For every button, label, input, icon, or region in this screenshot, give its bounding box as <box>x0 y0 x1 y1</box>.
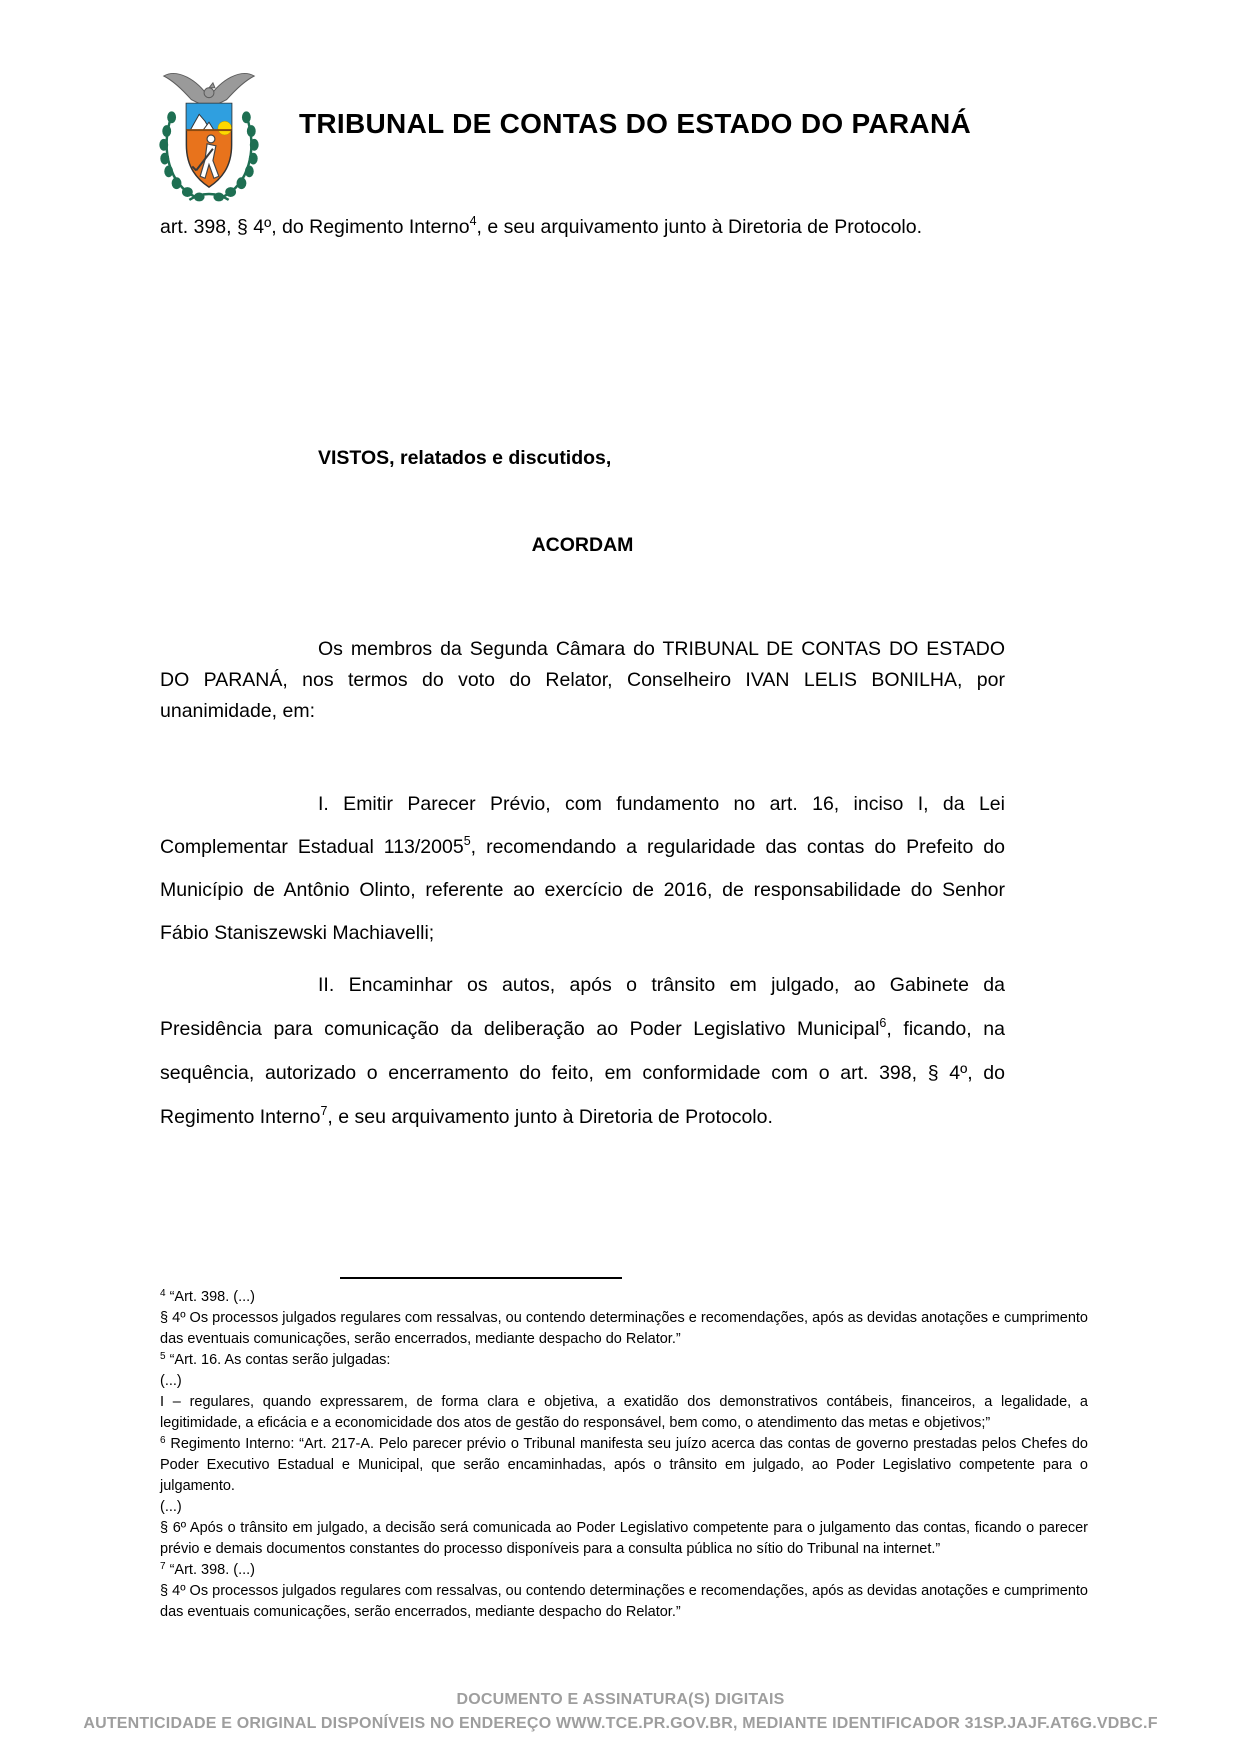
footnote-reference: 4 <box>469 214 477 228</box>
document-footer <box>0 1688 1241 1736</box>
footnotes-section <box>160 1287 1088 1623</box>
footnote-separator <box>340 1277 622 1279</box>
footnote-line: § 6º Após o trânsito em julgado, a decisão será comunicada ao Poder Legislativo competente para o julgamento das contas, ficando o parecer prévio e demais documentos constantes do processo disponíveis para a consulta pública no sítio do Tribunal na internet.” <box>160 1520 1088 1557</box>
footnote-line: $^4$ “Art. 398. (...) <box>160 1288 256 1305</box>
footnote-number: 5 <box>160 1351 166 1362</box>
footnote-line: $^7$ “Art. 398. (...) <box>160 1561 256 1578</box>
decision-item-2: II. Encaminhar os autos, após o trânsito em julgado, ao Gabinete da Presidência para comunicação da deliberação ao Poder Legislativo Municipal$^6$, ficando, na sequência, autorizado o encerramento do feito, em conformidade com o art. 398, § 4º, do Regimento Interno$^7$, e seu arquivamento junto à Diretoria de Protocolo. <box>160 974 1005 1128</box>
footer-line-1: DOCUMENTO E ASSINATURA(S) DIGITAIS <box>456 1691 785 1708</box>
members-paragraph: Os membros da Segunda Câmara do TRIBUNAL DE CONTAS DO ESTADO DO PARANÁ, nos termos do voto do Relator, Conselheiro IVAN LELIS BONILHA, por unanimidade, em: <box>160 638 1005 722</box>
footnote-reference: 5 <box>463 834 471 848</box>
footnote-line: $^6$ Regimento Interno: “Art. 217-A. Pelo parecer prévio o Tribunal manifesta seu juízo acerca das contas de governo prestadas pelos Chefes do Poder Executivo Estadual e Municipal, que serão encaminhadas, após o trânsito em julgado, ao Poder Legislativo competente para o julgamento. <box>160 1435 1089 1494</box>
footnote-line: (...) <box>160 1499 182 1515</box>
decision-item-1: I. Emitir Parecer Prévio, com fundamento no art. 16, inciso I, da Lei Complementar Estadual 113/2005$^5$, recomendando a regularidade das contas do Prefeito do Município de Antônio Olinto, referente ao exercício de 2016, de responsabilidade do Senhor Fábio Staniszewski Machiavelli; <box>160 793 1005 944</box>
footnote-reference: 6 <box>879 1016 887 1030</box>
acordam-heading: ACORDAM <box>531 534 634 556</box>
page-title: TRIBUNAL DE CONTAS DO ESTADO DO PARANÁ <box>299 108 971 139</box>
parana-coat-of-arms-icon <box>150 66 268 204</box>
footnote-reference: 7 <box>320 1104 328 1118</box>
vistos-heading: VISTOS, relatados e discutidos, <box>318 447 612 469</box>
footnote-number: 6 <box>160 1435 166 1446</box>
continuation-paragraph: art. 398, § 4º, do Regimento Interno$^4$, e seu arquivamento junto à Diretoria de Protocolo. <box>160 214 923 238</box>
footnote-number: 7 <box>160 1561 166 1572</box>
footnote-line: $^5$ “Art. 16. As contas serão julgadas: <box>160 1351 391 1368</box>
footnote-line: (...) <box>160 1373 182 1389</box>
footnote-line: § 4º Os processos julgados regulares com ressalvas, ou contendo determinações e recomendações, após as devidas anotações e cumprimento das eventuais comunicações, serão encerrados, mediante despacho do Relator.” <box>160 1583 1088 1620</box>
footnote-line: § 4º Os processos julgados regulares com ressalvas, ou contendo determinações e recomendações, após as devidas anotações e cumprimento das eventuais comunicações, serão encerrados, mediante despacho do Relator.” <box>160 1310 1088 1347</box>
footnote-line: I – regulares, quando expressarem, de forma clara e objetiva, a exatidão dos demonstrativos contábeis, financeiros, a legalidade, a legitimidade, a eficácia e a economicidade dos atos de gestão do responsável, bem como, o atendimento das metas e objetivos;” <box>160 1394 1088 1431</box>
footnote-number: 4 <box>160 1288 166 1299</box>
footer-line-2: AUTENTICIDADE E ORIGINAL DISPONÍVEIS NO ENDEREÇO WWW.TCE.PR.GOV.BR, MEDIANTE IDENTIFICADOR 31SP.JAJF.AT6G.VDBC.F <box>83 1715 1158 1732</box>
